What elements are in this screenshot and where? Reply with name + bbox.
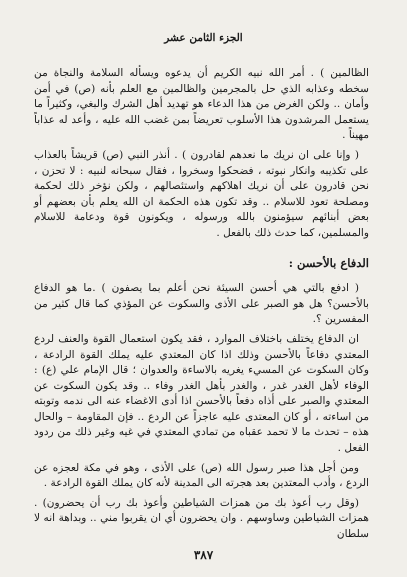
section-heading: الدفاع بالأحسن : xyxy=(288,255,369,270)
paragraph: الظالمين ) . أمر الله نبيه الكريم أن يدعوه ويسأله السلامة والنجاة من سخطه وعذابه الذي حل بالمجرمين والظالمين مع العلم بأنه (ص) في أمن وأمان .. ولكن الغرض من هذا الدعاء هو تهديد أهل الشرك والبغي، وكثيراً ما يستعمل المرشدون هذا الأسلوب تعريضاً بمن غضب الله عليه ، وأعد له عذاباً مهيناً . xyxy=(34,67,369,142)
page-number: ٣٨٧ xyxy=(193,548,214,562)
page-body xyxy=(34,66,369,543)
paragraph: (وقل رب أعوذ بك من همزات الشياطين وأعوذ بك رب أن يحضرون) . همزات الشياطين وساوسهم . وان يحضرون أي ان يقربوا مني .. وبداهة انه لا سلطان xyxy=(34,496,369,541)
paragraph: ( ادفع بالتي هي أحسن السيئة نحن أعلم بما يصفون ) .ما هو الدفاع بالأحسن؟ هل هو الصبر على الأذى والسكوت عن المؤذي كما قال كثير من المفسرين ؟. xyxy=(34,282,369,326)
page-header: الجزء الثامن عشر xyxy=(164,32,243,44)
paragraph: ومن أجل هذا صبر رسول الله (ص) على الأذى ، وهو في مكة لعجزه عن الردع ، وأدب المعتدين بعد هجرته الى المدينة لأنه كان يملك القوة الرادعة . xyxy=(34,461,369,490)
paragraph: ( وإنا على ان نريك ما نعدهم لقادرون ) . أنذر النبي (ص) قريشاً بالعذاب على تكذيبه وانكار نبوته ، فضحكوا وسخروا ، فقال سبحانه لنبيه : لا تحزن ، نحن قادرون على أن نريك اهلاكهم واستئصالهم ، ولكن نؤخر ذلك لحكمة ومصلحة تعود للاسلام .. وقد تكون هذه الحكمة ان الله يعلم بأن بعضهم أو بعض أبنائهم سيؤمنون بالله ورسوله ، ويكونون قوة ودعامة للاسلام والمسلمين، كما حدث ذلك بالفعل . xyxy=(34,148,369,239)
paragraph: ان الدفاع يختلف باختلاف الموارد ، فقد يكون استعمال القوة والعنف لردع المعتدي دفاعاً بالأحسن وذلك اذا كان المعتدي عليه يملك القوة الرادعة ، وكان السكوت عن المسيء يغريه بالاساءة والعدوان ؛ قال الإمام علي (ع) : الوفاء لأهل الغدر غدر ، والغدر بأهل الغدر وفاء .. وقد يكون السكوت عن المعتدي والصبر على أذاه دفعاً بالأحسن اذا أدى الاغضاء عنه الى ندمه وتوبته من اساءته ، أو كان المعتدى عليه عاجزاً عن الردع .. فإن المقاومة – والحال هذه – تحدث ما لا تحمد عقباه من تمادي المعتدي في غيه وغير ذلك من ردود الفعل . xyxy=(34,332,369,455)
